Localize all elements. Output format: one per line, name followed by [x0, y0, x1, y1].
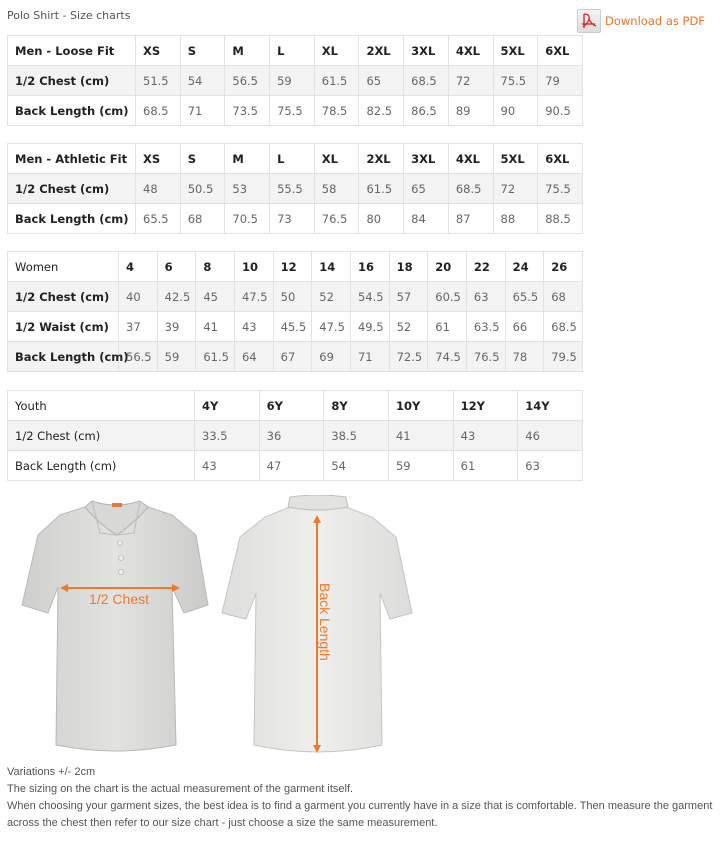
- cell: 80: [359, 204, 404, 234]
- cell: 50.5: [180, 174, 225, 204]
- cell: 68.5: [448, 174, 493, 204]
- cell: 61.5: [359, 174, 404, 204]
- cell: 52: [312, 282, 351, 312]
- cell: 65.5: [136, 204, 181, 234]
- polo-shirt-illustration: [0, 495, 430, 760]
- size-header: 22: [466, 252, 505, 282]
- cell: 63.5: [466, 312, 505, 342]
- cell: 54: [324, 451, 389, 481]
- size-header: XS: [136, 36, 181, 66]
- table-title: Men - Loose Fit: [8, 36, 136, 66]
- cell: 49.5: [350, 312, 389, 342]
- youth-table: [7, 390, 583, 481]
- size-header: 5XL: [493, 36, 538, 66]
- size-header: 16: [350, 252, 389, 282]
- cell: 79.5: [544, 342, 583, 372]
- download-pdf-label: Download as PDF: [605, 14, 705, 28]
- front-shirt: [22, 501, 208, 751]
- cell: 67: [273, 342, 312, 372]
- cell: 73: [270, 204, 315, 234]
- table-row: [8, 174, 583, 204]
- row-label: 1/2 Chest (cm): [8, 421, 195, 451]
- table-header-row: [8, 252, 583, 282]
- note-variations: Variations +/- 2cm: [7, 766, 96, 778]
- cell: 89: [448, 96, 493, 126]
- cell: 61.5: [196, 342, 235, 372]
- table-header-row: [8, 144, 583, 174]
- cell: 50: [273, 282, 312, 312]
- cell: 54: [180, 66, 225, 96]
- size-header: 18: [389, 252, 428, 282]
- cell: 38.5: [324, 421, 389, 451]
- size-header: 4: [119, 252, 158, 282]
- size-header: 8Y: [324, 391, 389, 421]
- cell: 61.5: [314, 66, 359, 96]
- cell: 68: [180, 204, 225, 234]
- cell: 56.5: [119, 342, 158, 372]
- note-sizing: The sizing on the chart is the actual measurement of the garment itself.: [7, 783, 354, 795]
- cell: 43: [195, 451, 260, 481]
- size-header: 10Y: [388, 391, 453, 421]
- cell: 54.5: [350, 282, 389, 312]
- cell: 75.5: [538, 174, 583, 204]
- size-header: 20: [428, 252, 467, 282]
- size-header: 12: [273, 252, 312, 282]
- cell: 64: [234, 342, 273, 372]
- row-label: 1/2 Chest (cm): [8, 66, 136, 96]
- cell: 87: [448, 204, 493, 234]
- cell: 76.5: [466, 342, 505, 372]
- table-row: [8, 342, 583, 372]
- cell: 68.5: [404, 66, 449, 96]
- row-label: 1/2 Chest (cm): [8, 282, 119, 312]
- size-header: 12Y: [453, 391, 518, 421]
- size-header: 2XL: [359, 144, 404, 174]
- cell: 69: [312, 342, 351, 372]
- cell: 72.5: [389, 342, 428, 372]
- cell: 57: [389, 282, 428, 312]
- size-header: S: [180, 144, 225, 174]
- table-row: [8, 282, 583, 312]
- cell: 73.5: [225, 96, 270, 126]
- women-table: [7, 251, 583, 372]
- download-pdf-link[interactable]: [577, 9, 705, 33]
- chest-label: 1/2 Chest: [89, 591, 149, 607]
- cell: 52: [389, 312, 428, 342]
- cell: 86.5: [404, 96, 449, 126]
- cell: 37: [119, 312, 158, 342]
- size-header: 5XL: [493, 144, 538, 174]
- cell: 65.5: [505, 282, 544, 312]
- cell: 53: [225, 174, 270, 204]
- size-header: 10: [234, 252, 273, 282]
- table-row: [8, 96, 583, 126]
- table-title: Men - Athletic Fit: [8, 144, 136, 174]
- pdf-icon: [577, 9, 601, 33]
- table-row: [8, 451, 583, 481]
- cell: 71: [180, 96, 225, 126]
- men-athletic-fit-table: [7, 143, 583, 234]
- cell: 71: [350, 342, 389, 372]
- row-label: Back Length (cm): [8, 342, 119, 372]
- men-loose-fit-table: [7, 35, 583, 126]
- cell: 75.5: [270, 96, 315, 126]
- size-header: 14: [312, 252, 351, 282]
- row-label: 1/2 Waist (cm): [8, 312, 119, 342]
- cell: 59: [157, 342, 196, 372]
- cell: 72: [448, 66, 493, 96]
- size-header: M: [225, 36, 270, 66]
- cell: 78: [505, 342, 544, 372]
- size-header: 6XL: [538, 144, 583, 174]
- cell: 47.5: [312, 312, 351, 342]
- cell: 59: [388, 451, 453, 481]
- cell: 33.5: [195, 421, 260, 451]
- size-header: 14Y: [518, 391, 583, 421]
- cell: 39: [157, 312, 196, 342]
- cell: 36: [259, 421, 324, 451]
- table-title: Women: [8, 252, 119, 282]
- size-header: XL: [314, 36, 359, 66]
- notes: [7, 764, 717, 832]
- cell: 58: [314, 174, 359, 204]
- cell: 48: [136, 174, 181, 204]
- cell: 74.5: [428, 342, 467, 372]
- table-header-row: [8, 391, 583, 421]
- cell: 41: [196, 312, 235, 342]
- cell: 76.5: [314, 204, 359, 234]
- cell: 68.5: [136, 96, 181, 126]
- cell: 75.5: [493, 66, 538, 96]
- cell: 61: [453, 451, 518, 481]
- size-header: S: [180, 36, 225, 66]
- table-row: [8, 204, 583, 234]
- table-row: [8, 312, 583, 342]
- size-header: 3XL: [404, 144, 449, 174]
- back-length-label: Back Length: [317, 583, 333, 661]
- row-label: Back Length (cm): [8, 96, 136, 126]
- size-header: 4XL: [448, 36, 493, 66]
- size-header: 26: [544, 252, 583, 282]
- size-header: 6Y: [259, 391, 324, 421]
- cell: 55.5: [270, 174, 315, 204]
- cell: 90.5: [538, 96, 583, 126]
- row-label: 1/2 Chest (cm): [8, 174, 136, 204]
- size-header: L: [270, 144, 315, 174]
- table-row: [8, 421, 583, 451]
- size-header: 8: [196, 252, 235, 282]
- cell: 90: [493, 96, 538, 126]
- size-header: 3XL: [404, 36, 449, 66]
- cell: 88: [493, 204, 538, 234]
- table-header-row: [8, 36, 583, 66]
- row-label: Back Length (cm): [8, 204, 136, 234]
- table-title: Youth: [8, 391, 195, 421]
- cell: 65: [359, 66, 404, 96]
- cell: 59: [270, 66, 315, 96]
- size-header: 6XL: [538, 36, 583, 66]
- table-row: [8, 66, 583, 96]
- cell: 66: [505, 312, 544, 342]
- cell: 82.5: [359, 96, 404, 126]
- cell: 43: [234, 312, 273, 342]
- page-title: Polo Shirt - Size charts: [7, 9, 131, 22]
- size-header: 4Y: [195, 391, 260, 421]
- cell: 45.5: [273, 312, 312, 342]
- measurement-diagram: [0, 495, 430, 760]
- size-header: 6: [157, 252, 196, 282]
- back-shirt: [222, 495, 412, 753]
- cell: 42.5: [157, 282, 196, 312]
- cell: 78.5: [314, 96, 359, 126]
- cell: 63: [466, 282, 505, 312]
- cell: 65: [404, 174, 449, 204]
- cell: 79: [538, 66, 583, 96]
- size-header: XL: [314, 144, 359, 174]
- cell: 43: [453, 421, 518, 451]
- cell: 60.5: [428, 282, 467, 312]
- size-header: 24: [505, 252, 544, 282]
- size-header: 4XL: [448, 144, 493, 174]
- cell: 72: [493, 174, 538, 204]
- cell: 68: [544, 282, 583, 312]
- cell: 41: [388, 421, 453, 451]
- note-advice: When choosing your garment sizes, the best idea is to find a garment you currently have in a size that is comfortable. Then measure the garment across the chest then refer to our size chart - just choose a size the same measurement.: [7, 800, 713, 829]
- cell: 51.5: [136, 66, 181, 96]
- row-label: Back Length (cm): [8, 451, 195, 481]
- size-header: M: [225, 144, 270, 174]
- cell: 47.5: [234, 282, 273, 312]
- cell: 40: [119, 282, 158, 312]
- cell: 63: [518, 451, 583, 481]
- cell: 61: [428, 312, 467, 342]
- cell: 88.5: [538, 204, 583, 234]
- size-header: XS: [136, 144, 181, 174]
- cell: 70.5: [225, 204, 270, 234]
- cell: 84: [404, 204, 449, 234]
- size-header: L: [270, 36, 315, 66]
- cell: 46: [518, 421, 583, 451]
- cell: 56.5: [225, 66, 270, 96]
- cell: 45: [196, 282, 235, 312]
- size-header: 2XL: [359, 36, 404, 66]
- cell: 47: [259, 451, 324, 481]
- cell: 68.5: [544, 312, 583, 342]
